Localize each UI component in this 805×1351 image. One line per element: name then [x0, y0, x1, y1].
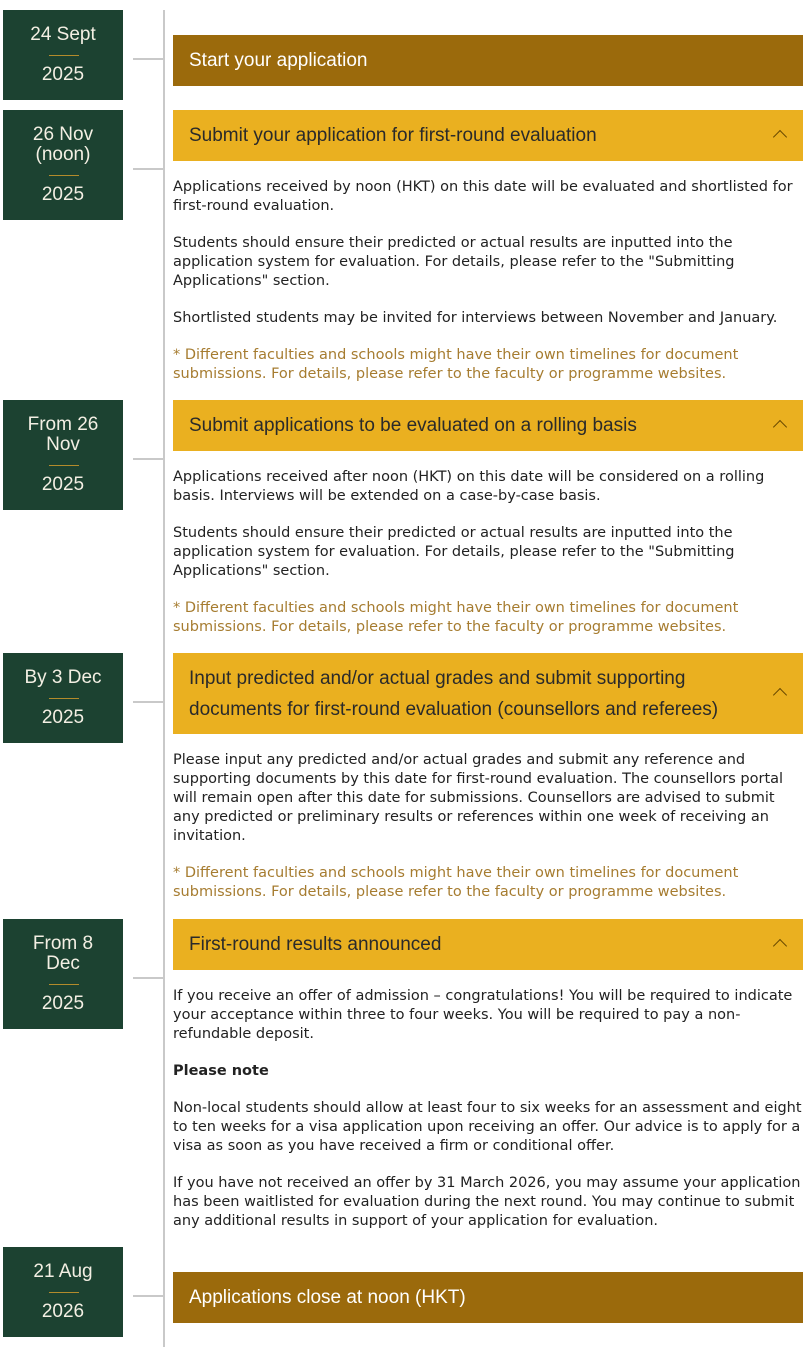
date-badge — [3, 400, 123, 510]
timeline-header-title: Submit applications to be evaluated on a rolling basis — [189, 415, 637, 436]
timeline-header-first-round-results[interactable] — [173, 919, 803, 970]
body-paragraph: Shortlisted students may be invited for interviews between November and January. — [173, 310, 778, 326]
chevron-up-icon[interactable] — [773, 939, 787, 953]
date-badge — [3, 10, 123, 100]
timeline-connector — [133, 701, 163, 703]
timeline-header-title: First-round results announced — [189, 934, 442, 955]
timeline-header-title: Submit your application for first-round evaluation — [189, 125, 597, 146]
footnote: * Different faculties and schools might have their own timelines for document submissions. For details, please refer to the faculty or programme websites. — [173, 347, 739, 382]
date-label: 21 Aug — [33, 1261, 93, 1282]
timeline-line — [163, 10, 165, 1347]
body-paragraph: Applications received after noon (HKT) on this date will be considered on a rolling basis. Interviews will be extended on a case-by-case basis. — [173, 469, 765, 504]
date-label: From 8 Dec — [32, 933, 94, 974]
date-divider — [49, 984, 79, 985]
timeline-body — [173, 987, 805, 1249]
date-label: 26 Nov (noon) — [32, 124, 94, 165]
date-divider — [49, 55, 79, 56]
date-divider — [49, 175, 79, 176]
date-year: 2025 — [41, 474, 85, 495]
date-year: 2025 — [41, 993, 85, 1014]
date-label: By 3 Dec — [24, 667, 102, 688]
chevron-up-icon[interactable] — [773, 688, 787, 702]
timeline-connector — [133, 58, 163, 60]
timeline-header-title: Input predicted and/or actual grades and submit supporting documents for first-round evaluation (counsellors and referees) — [189, 668, 719, 720]
chevron-up-icon[interactable] — [773, 420, 787, 434]
timeline-header-rolling-basis[interactable] — [173, 400, 803, 451]
date-divider — [49, 465, 79, 466]
timeline-header-title: Applications close at noon (HKT) — [189, 1287, 466, 1308]
date-badge — [3, 919, 123, 1029]
body-subheading: Please note — [173, 1063, 269, 1079]
body-paragraph: Applications received by noon (HKT) on this date will be evaluated and shortlisted for first-round evaluation. — [173, 179, 793, 214]
timeline-connector — [133, 1295, 163, 1297]
date-badge — [3, 110, 123, 220]
body-paragraph: Students should ensure their predicted or actual results are inputted into the application system for evaluation. For details, please refer to the "Submitting Applications" section. — [173, 235, 735, 289]
timeline-body — [173, 178, 805, 402]
timeline-connector — [133, 168, 163, 170]
chevron-up-icon[interactable] — [773, 130, 787, 144]
timeline-connector — [133, 977, 163, 979]
timeline-header-title: Start your application — [189, 50, 368, 71]
timeline-header-start-application[interactable] — [173, 35, 803, 86]
date-divider — [49, 698, 79, 699]
date-label: From 26 Nov — [27, 414, 99, 455]
timeline-header-first-round-submission[interactable] — [173, 110, 803, 161]
date-divider — [49, 1292, 79, 1293]
body-paragraph: Students should ensure their predicted or actual results are inputted into the application system for evaluation. For details, please refer to the "Submitting Applications" section. — [173, 525, 735, 579]
timeline-header-grades-documents[interactable] — [173, 653, 803, 734]
timeline-connector — [133, 458, 163, 460]
timeline-header-applications-close[interactable] — [173, 1272, 803, 1323]
date-badge — [3, 1247, 123, 1337]
date-year: 2026 — [41, 1301, 85, 1322]
body-paragraph: If you receive an offer of admission – congratulations! You will be required to indicate your acceptance within three to four weeks. You will be required to pay a non-refundable deposit. — [173, 988, 793, 1042]
body-paragraph: Non-local students should allow at least four to six weeks for an assessment and eight to ten weeks for a visa application upon receiving an offer. Our advice is to apply for a visa as soon as you have received a firm or conditional offer. — [173, 1100, 802, 1154]
date-year: 2025 — [41, 184, 85, 205]
footnote: * Different faculties and schools might have their own timelines for document submissions. For details, please refer to the faculty or programme websites. — [173, 865, 739, 900]
date-label: 24 Sept — [30, 24, 96, 45]
body-paragraph: If you have not received an offer by 31 March 2026, you may assume your application has been waitlisted for evaluation during the next round. You may continue to submit any additional results in support of your application for evaluation. — [173, 1175, 801, 1229]
date-year: 2025 — [41, 64, 85, 85]
date-year: 2025 — [41, 707, 85, 728]
timeline-body — [173, 751, 805, 920]
date-badge — [3, 653, 123, 743]
body-paragraph: Please input any predicted and/or actual grades and submit any reference and supporting documents by this date for first-round evaluation. The counsellors portal will remain open after this date for submissions. Counsellors are advised to submit any predicted or preliminary results or references within one week of receiving an invitation. — [173, 752, 784, 844]
timeline-body — [173, 468, 805, 655]
footnote: * Different faculties and schools might have their own timelines for document submissions. For details, please refer to the faculty or programme websites. — [173, 600, 739, 635]
